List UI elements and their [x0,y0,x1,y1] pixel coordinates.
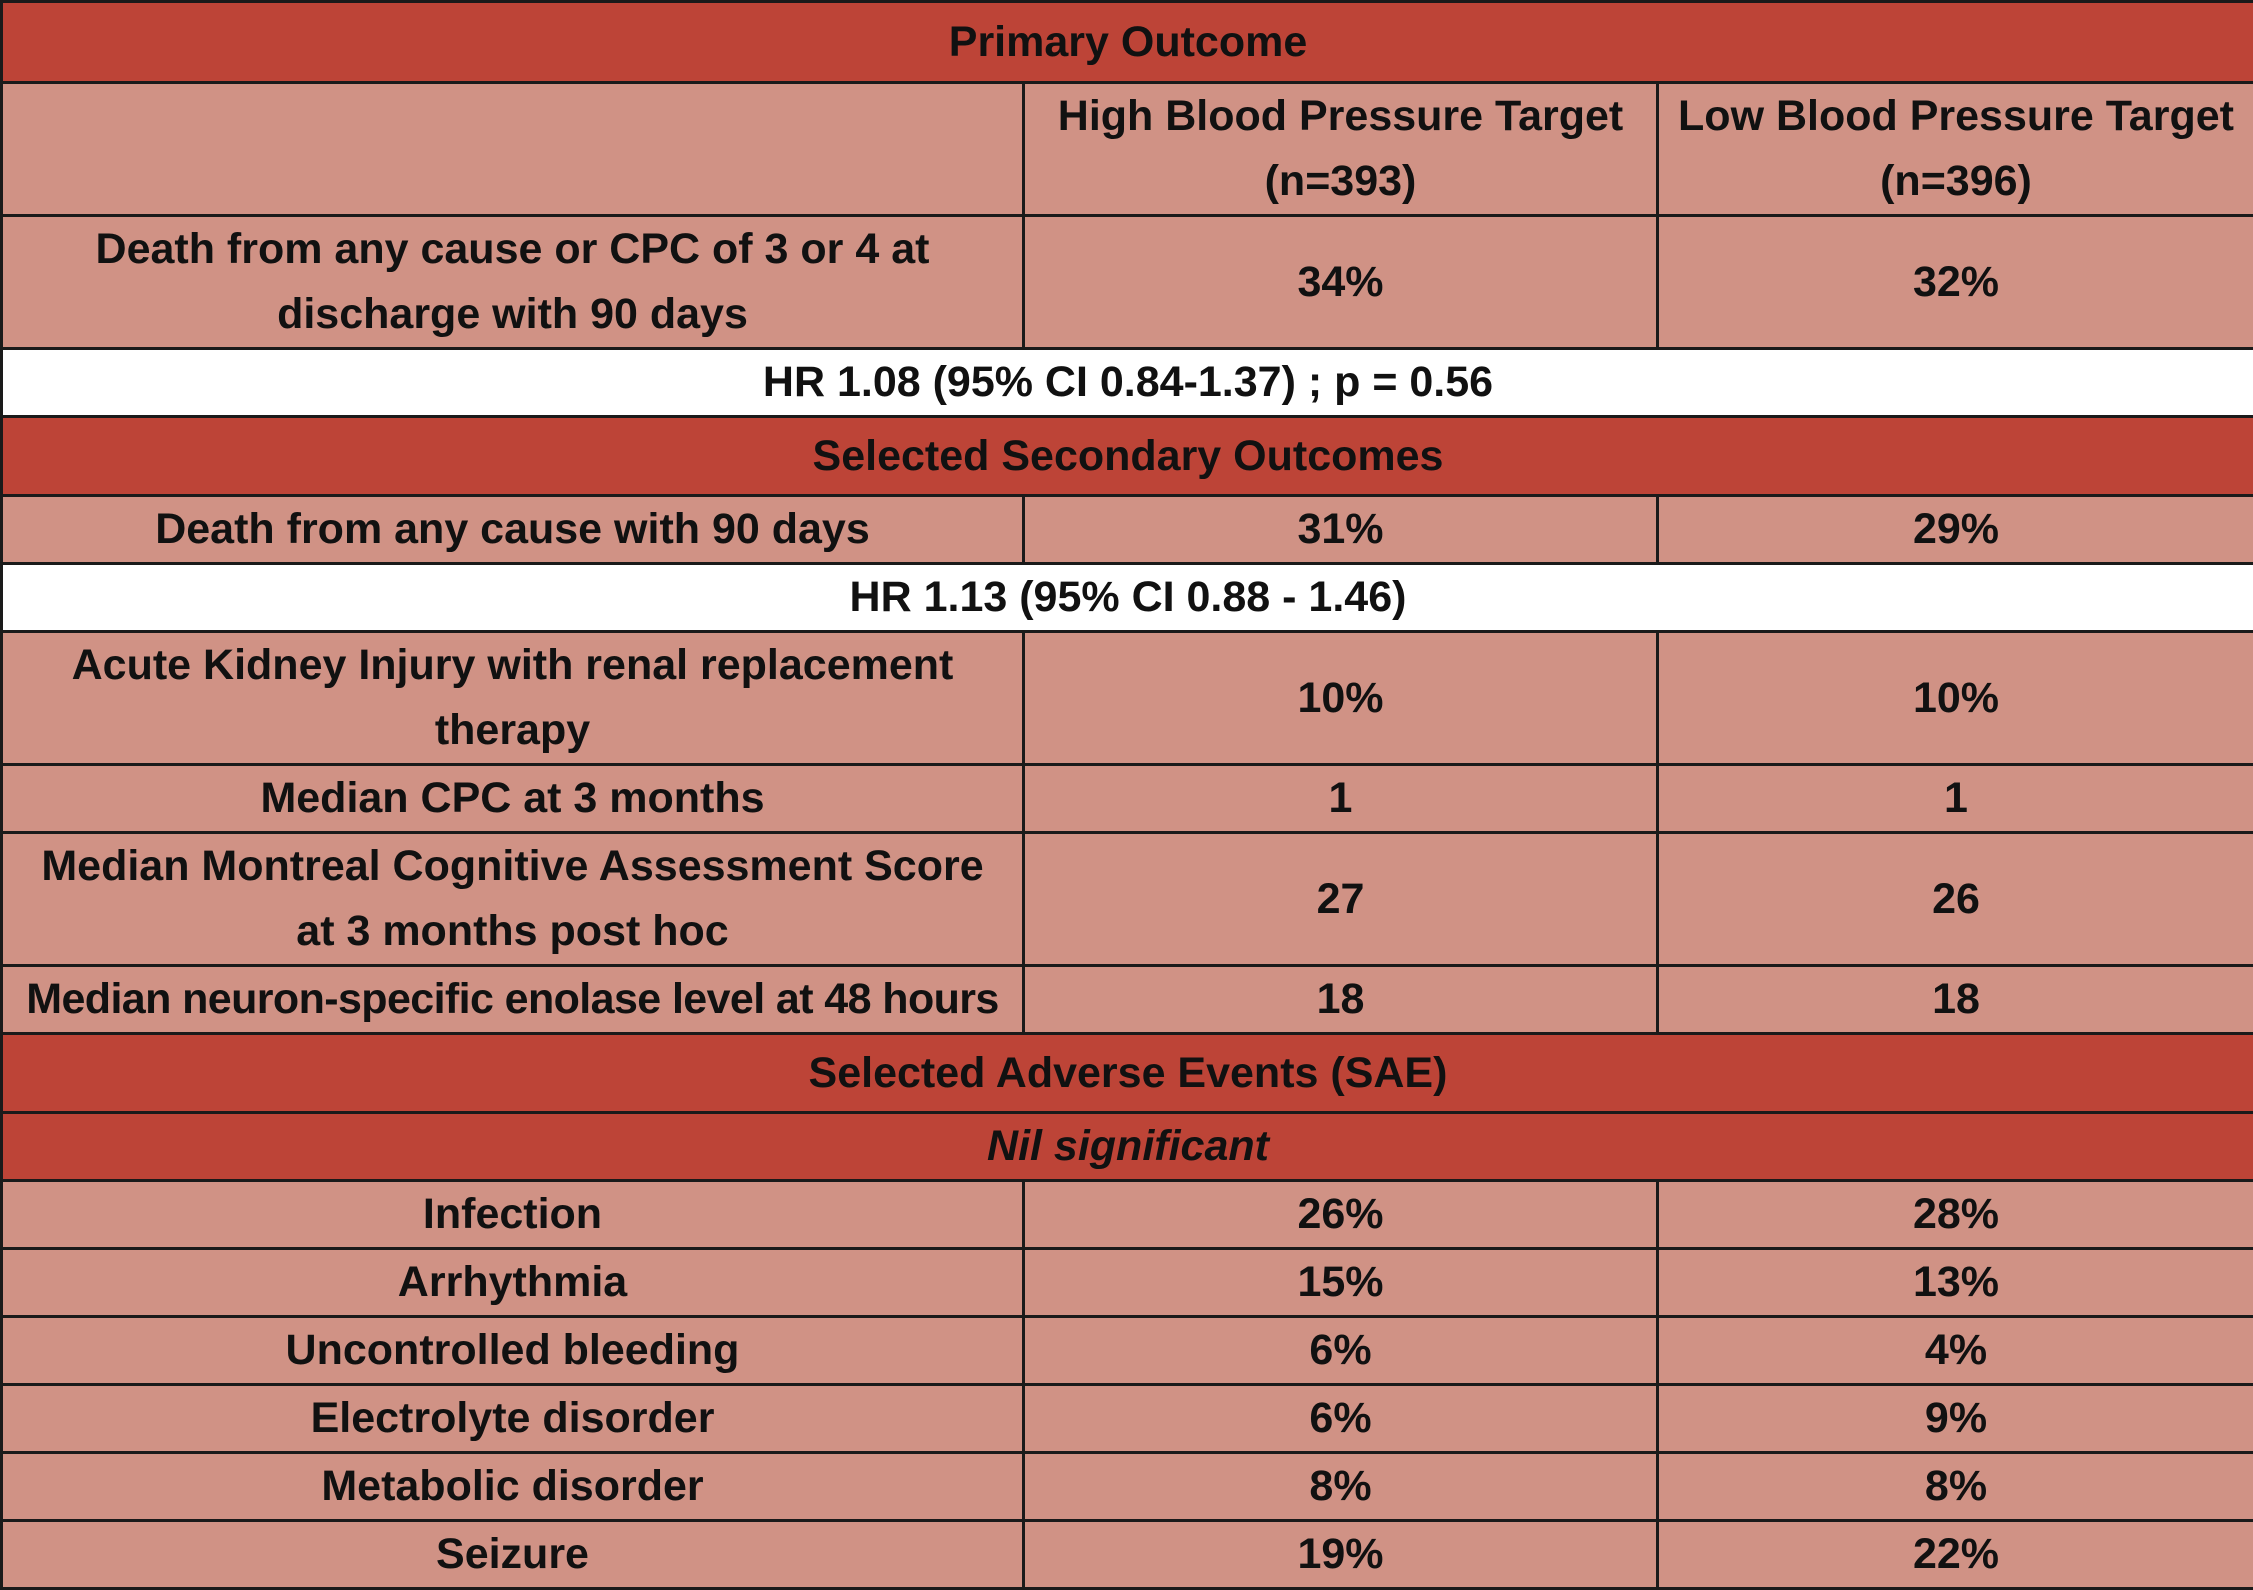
primary-outcome-label-line1: Death from any cause or CPC of 3 or 4 at [7,217,1018,282]
moca-label-line2: at 3 months post hoc [7,899,1018,964]
aki-low-value: 10% [1658,632,2253,765]
bleeding-high-value: 6% [1024,1317,1658,1385]
table-row [2,833,2253,966]
table-row [2,1385,2253,1453]
table-row [2,1453,2253,1521]
adverse-events-title: Selected Adverse Events (SAE) [2,1034,2253,1113]
metabolic-high-value: 8% [1024,1453,1658,1521]
nse-label: Median neuron-specific enolase level at 48 hours [2,966,1024,1034]
electrolyte-low-value: 9% [1658,1385,2253,1453]
infection-label: Infection [2,1181,1024,1249]
aki-label [2,632,1024,765]
hazard-ratio-row [2,349,2253,417]
moca-high-value: 27 [1024,833,1658,966]
seizure-low-value: 22% [1658,1521,2253,1589]
primary-outcome-label-line2: discharge with 90 days [7,282,1018,347]
low-bp-target-n: (n=396) [1663,149,2249,214]
high-bp-target-header [1024,83,1658,216]
primary-outcome-title: Primary Outcome [2,2,2253,83]
column-header-row [2,83,2253,216]
high-bp-target-n: (n=393) [1029,149,1652,214]
empty-header-cell [2,83,1024,216]
electrolyte-high-value: 6% [1024,1385,1658,1453]
death-90-days-high-value: 31% [1024,496,1658,564]
infection-low-value: 28% [1658,1181,2253,1249]
median-cpc-high-value: 1 [1024,765,1658,833]
metabolic-label: Metabolic disorder [2,1453,1024,1521]
moca-low-value: 26 [1658,833,2253,966]
table-row [2,496,2253,564]
median-cpc-low-value: 1 [1658,765,2253,833]
secondary-hazard-ratio: HR 1.13 (95% CI 0.88 - 1.46) [2,564,2253,632]
arrhythmia-high-value: 15% [1024,1249,1658,1317]
metabolic-low-value: 8% [1658,1453,2253,1521]
primary-hazard-ratio: HR 1.08 (95% CI 0.84-1.37) ; p = 0.56 [2,349,2253,417]
electrolyte-label: Electrolyte disorder [2,1385,1024,1453]
hazard-ratio-row [2,564,2253,632]
death-90-days-low-value: 29% [1658,496,2253,564]
table-row [2,1317,2253,1385]
seizure-label: Seizure [2,1521,1024,1589]
table-row [2,966,2253,1034]
death-90-days-label: Death from any cause with 90 days [2,496,1024,564]
table-row [2,632,2253,765]
nse-high-value: 18 [1024,966,1658,1034]
table-row [2,1521,2253,1589]
primary-outcome-low-value: 32% [1658,216,2253,349]
median-cpc-label: Median CPC at 3 months [2,765,1024,833]
adverse-events-header-row [2,1034,2253,1113]
adverse-events-note: Nil significant [2,1113,2253,1181]
primary-outcome-label [2,216,1024,349]
nse-low-value: 18 [1658,966,2253,1034]
primary-outcome-high-value: 34% [1024,216,1658,349]
bleeding-label: Uncontrolled bleeding [2,1317,1024,1385]
infection-high-value: 26% [1024,1181,1658,1249]
moca-label-line1: Median Montreal Cognitive Assessment Score [7,834,1018,899]
table-row [2,1181,2253,1249]
moca-label [2,833,1024,966]
aki-high-value: 10% [1024,632,1658,765]
seizure-high-value: 19% [1024,1521,1658,1589]
adverse-note-row [2,1113,2253,1181]
table-row [2,216,2253,349]
high-bp-target-label: High Blood Pressure Target [1029,84,1652,149]
arrhythmia-label: Arrhythmia [2,1249,1024,1317]
arrhythmia-low-value: 13% [1658,1249,2253,1317]
low-bp-target-header [1658,83,2253,216]
low-bp-target-label: Low Blood Pressure Target [1663,84,2249,149]
table-row [2,765,2253,833]
secondary-outcomes-header-row [2,417,2253,496]
aki-label-line2: therapy [7,698,1018,763]
table-row [2,1249,2253,1317]
aki-label-line1: Acute Kidney Injury with renal replacement [7,633,1018,698]
primary-outcome-header-row [2,2,2253,83]
secondary-outcomes-title: Selected Secondary Outcomes [2,417,2253,496]
bleeding-low-value: 4% [1658,1317,2253,1385]
